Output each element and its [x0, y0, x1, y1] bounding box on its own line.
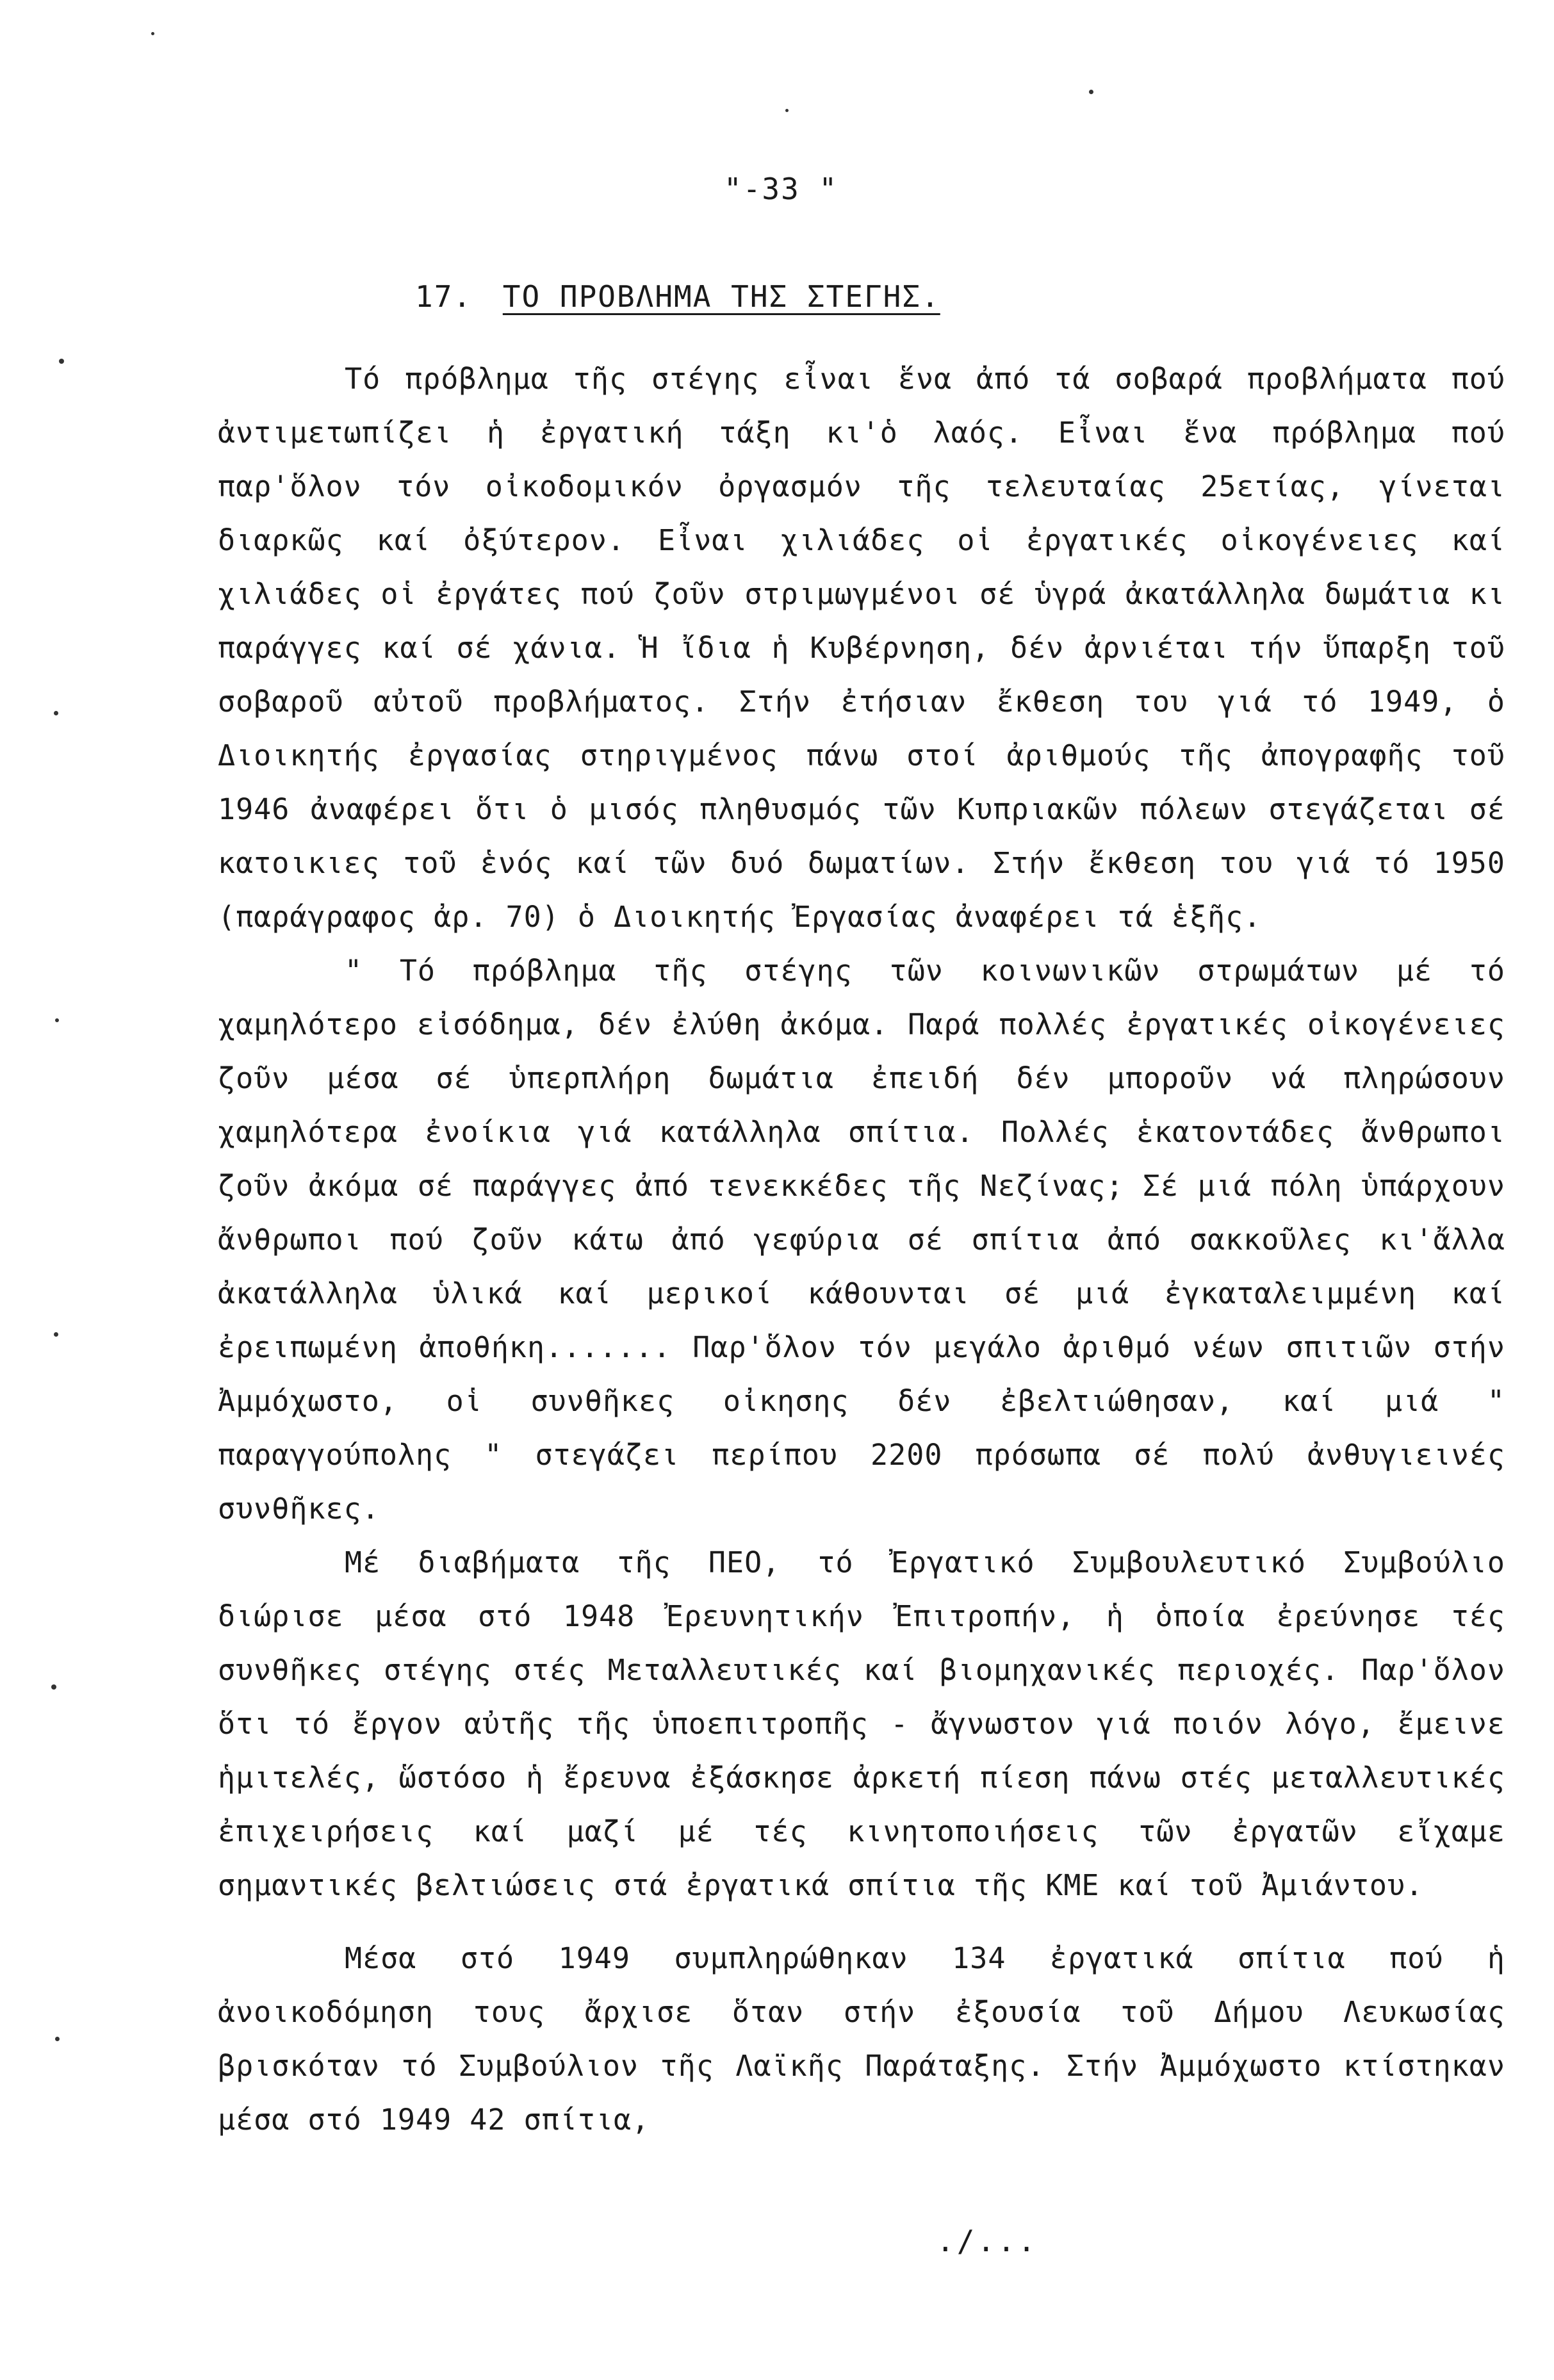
- document-body: [218, 352, 1505, 2147]
- section-heading: [415, 279, 940, 314]
- paragraph-quoted-report: " Τό πρόβλημα τῆς στέγης τῶν κοινωνικῶν στρωμάτων μέ τό χαμηλότερο εἰσόδημα, δέν ἐλύθη ἀκόμα. Παρά πολλές ἐργατικές οἰκογένειες ζοῦν μέσα σέ ὑπερπλήρη δωμάτια ἐπειδή δέν μποροῦν νά πληρώσουν χαμηλότερα ἐνοίκια γιά κατάλληλα σπίτια. Πολλές ἑκατοντάδες ἄνθρωποι ζοῦν ἀκόμα σέ παράγγες ἀπό τενεκκέδες τῆς Νεζίνας; Σέ μιά πόλη ὑπάρχουν ἄνθρωποι πού ζοῦν κάτω ἀπό γεφύρια σέ σπίτια ἀπό σακκοῦλες κι'ἄλλα ἀκατάλληλα ὑλικά καί μερικοί κάθουνται σέ μιά ἐγκαταλειμμένη καί ἐρειπωμένη ἀποθήκη....... Παρ'ὅλον τόν μεγάλο ἀριθμό νέων σπιτιῶν στήν Ἀμμόχωστο, οἱ συνθῆκες οἰκησης δέν ἐβελτιώθησαν, καί μιά " παραγγούπολης " στεγάζει περίπου 2200 πρόσωπα σέ πολύ ἀνθυγιεινές συνθῆκες.: [218, 954, 1505, 1526]
- scan-speck: [785, 109, 789, 112]
- scan-speck: [54, 711, 58, 715]
- continuation-mark: ./...: [936, 2224, 1038, 2258]
- page-number: "-33 ": [724, 172, 838, 206]
- section-title: ΤΟ ΠΡΟΒΛΗΜΑ ΤΗΣ ΣΤΕΓΗΣ.: [502, 279, 940, 314]
- scan-speck: [51, 1684, 56, 1690]
- paragraph-peo-committee: Μέ διαβήματα τῆς ΠΕΟ, τό Ἐργατικό Συμβουλευτικό Συμβούλιο διώρισε μέσα στό 1948 Ἐρευνητικήν Ἐπιτροπήν, ἡ ὁποία ἐρεύνησε τές συνθῆκες στέγης στές Μεταλλευτικές καί βιομηχανικές περιοχές. Παρ'ὅλον ὅτι τό ἔργον αὐτῆς τῆς ὑποεπιτροπῆς - ἄγνωστον γιά ποιόν λόγο, ἔμεινε ἡμιτελές, ὥστόσο ἡ ἔρευνα ἐξάσκησε ἀρκετή πίεση πάνω στές μεταλλευτικές ἐπιχειρήσεις καί μαζί μέ τές κινητοποιήσεις τῶν ἐργατῶν εἴχαμε σημαντικές βελτιώσεις στά ἐργατικά σπίτια τῆς ΚΜΕ καί τοῦ Ἀμιάντου.: [218, 1545, 1505, 1902]
- paragraph-workers-houses: Μέσα στό 1949 συμπληρώθηκαν 134 ἐργατικά σπίτια πού ἡ ἀνοικοδόμηση τους ἄρχισε ὅταν στήν ἐξουσία τοῦ Δήμου Λευκωσίας βρισκόταν τό Συμβούλιον τῆς Λαϊκῆς Παράταξης. Στήν Ἀμμόχωστο κτίστηκαν μέσα στό 1949 42 σπίτια,: [218, 1941, 1505, 2137]
- section-number: 17.: [415, 279, 473, 314]
- scan-speck: [55, 1018, 59, 1022]
- scan-speck: [55, 2037, 60, 2041]
- scan-speck: [54, 1332, 58, 1337]
- scan-speck: [59, 359, 64, 364]
- scan-speck: [1089, 90, 1093, 94]
- paragraph-housing-problem: Τό πρόβλημα τῆς στέγης εἶναι ἕνα ἀπό τά σοβαρά προβλήματα πού ἀντιμετωπίζει ἡ ἐργατική τάξη κι'ὁ λαός. Εἶναι ἕνα πρόβλημα πού παρ'ὅλον τόν οἰκοδομικόν ὀργασμόν τῆς τελευταίας 25ετίας, γίνεται διαρκῶς καί ὀξύτερον. Εἶναι χιλιάδες οἱ ἐργατικές οἰκογένειες καί χιλιάδες οἱ ἐργάτες πού ζοῦν στριμωγμένοι σέ ὑγρά ἀκατάλληλα δωμάτια κι παράγγες καί σέ χάνια. Ἡ ἴδια ἡ Κυβέρνηση, δέν ἀρνιέται τήν ὕπαρξη τοῦ σοβαροῦ αὐτοῦ προβλήματος. Στήν ἐτήσιαν ἔκθεση του γιά τό 1949, ὁ Διοικητής ἐργασίας στηριγμένος πάνω στοί ἀριθμούς τῆς ἀπογραφῆς τοῦ 1946 ἀναφέρει ὅτι ὁ μισός πληθυσμός τῶν Κυπριακῶν πόλεων στεγάζεται σέ κατοικιες τοῦ ἑνός καί τῶν δυό δωματίων. Στήν ἔκθεση του γιά τό 1950 (παράγραφος ἀρ. 70) ὁ Διοικητής Ἐργασίας ἀναφέρει τά ἑξῆς.: [218, 362, 1505, 934]
- scan-speck: [151, 32, 154, 35]
